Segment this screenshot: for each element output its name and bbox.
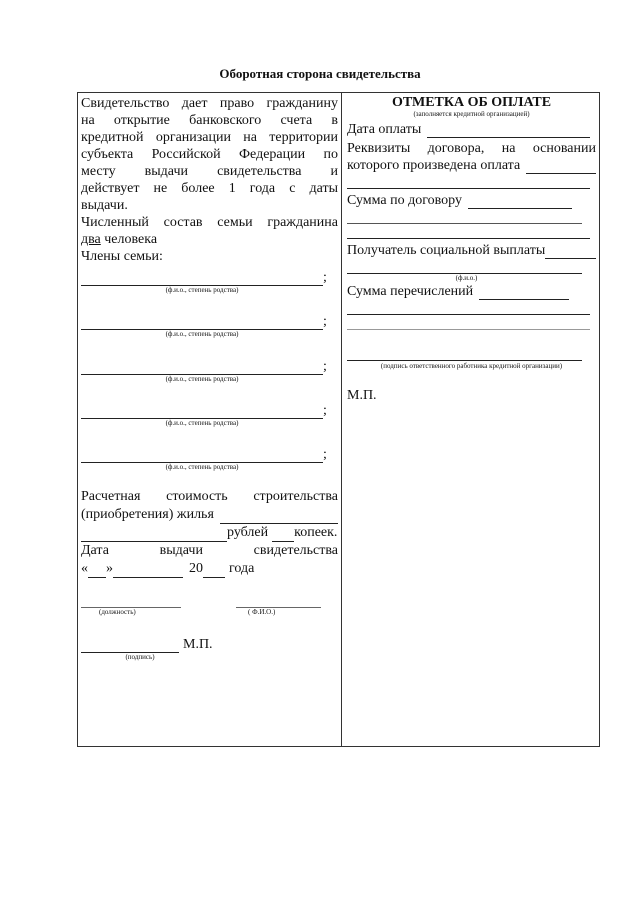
- member-suffix: ;: [323, 403, 327, 418]
- member-caption: (ф.и.о., степень родства): [165, 286, 239, 294]
- kop-field: [272, 528, 294, 542]
- contract-label-2: которого произведена оплата: [347, 158, 521, 173]
- member-entry-5: [81, 447, 338, 472]
- transfer-sum-label: Сумма перечислений: [347, 284, 474, 299]
- payment-subheading: (заполняется кредитной организацией): [413, 110, 530, 118]
- recipient-label: Получатель социальной выплаты: [347, 243, 546, 258]
- stamp-place-right: М.П.: [347, 388, 377, 403]
- contract-sum-field: [468, 195, 572, 209]
- date-year-suffix: года: [229, 561, 255, 576]
- member-entry-2: [81, 314, 338, 339]
- fio-line: [236, 597, 321, 608]
- contract-label: Реквизиты договора, на основании: [347, 141, 596, 156]
- payment-date-field: [427, 124, 590, 138]
- position-block: [81, 597, 181, 617]
- date-year-field: [203, 564, 225, 578]
- member-suffix: ;: [323, 447, 327, 462]
- payment-date-label: Дата оплаты: [347, 122, 422, 137]
- members-label: Члены семьи:: [81, 249, 163, 264]
- paragraph-line: кредитной организации на территории: [81, 130, 338, 145]
- recipient-row: [347, 242, 596, 259]
- left-column: [81, 92, 338, 265]
- issue-date-label: Дата выдачи свидетельства: [81, 543, 338, 558]
- member-caption: (ф.и.о., степень родства): [165, 375, 239, 383]
- contract-field-2: [347, 174, 590, 189]
- payment-heading: ОТМЕТКА ОБ ОПЛАТЕ: [391, 95, 552, 110]
- contract-sum-field-2: [347, 209, 582, 224]
- member-line: [81, 404, 323, 419]
- rub-label: рублей: [227, 525, 269, 540]
- member-suffix: ;: [323, 314, 327, 329]
- paragraph-line: Свидетельство дает право гражданину: [81, 96, 338, 111]
- rights-paragraph: [81, 95, 338, 214]
- signature-caption: (подпись): [125, 653, 155, 661]
- transfer-sum-field-2: [347, 300, 590, 315]
- position-line: [81, 597, 181, 608]
- date-month-field: [113, 564, 183, 578]
- member-line: [81, 315, 323, 330]
- family-count: два: [81, 232, 101, 247]
- position-caption: (должность): [99, 608, 136, 616]
- member-caption: (ф.и.о., степень родства): [165, 463, 239, 471]
- recipient-name-field: [347, 259, 582, 274]
- date-quote-close: »: [106, 561, 113, 576]
- family-count-suffix: человека: [104, 232, 158, 247]
- paragraph-line: месту выдачи свидетельства и: [81, 164, 338, 179]
- family-size-value: [81, 231, 338, 248]
- family-size-label: Численный состав семьи гражданина: [81, 215, 338, 230]
- contract-field: [526, 160, 596, 174]
- member-entry-3: [81, 359, 338, 384]
- signature-block: [81, 637, 281, 662]
- member-line: [81, 448, 323, 463]
- member-entry-4: [81, 403, 338, 428]
- transfer-sum-field: [479, 286, 569, 300]
- kop-label: копеек.: [294, 525, 338, 540]
- member-suffix: ;: [323, 270, 327, 285]
- contract-sum-row: [347, 192, 596, 209]
- cost-block: [81, 488, 338, 578]
- fio-caption: ( Ф.И.О.): [248, 608, 276, 616]
- right-column: [347, 92, 596, 404]
- member-line: [81, 271, 323, 286]
- member-caption: (ф.и.о., степень родства): [165, 330, 239, 338]
- page-title: Оборотная сторона свидетельства: [219, 66, 421, 81]
- cost-label: Расчетная стоимость строительства: [81, 489, 338, 504]
- member-caption: (ф.и.о., степень родства): [165, 419, 239, 427]
- member-suffix: ;: [323, 359, 327, 374]
- signature-line-right: [347, 330, 582, 361]
- payment-date-row: [347, 121, 596, 138]
- contract-sum-field-3: [347, 224, 590, 239]
- transfer-sum-row: [347, 283, 596, 300]
- fio-block: [236, 597, 321, 617]
- paragraph-line: действует не более 1 года с даты: [81, 181, 338, 196]
- rub-field: [81, 528, 227, 542]
- transfer-sum-field-3: [347, 315, 590, 330]
- column-divider: [341, 92, 342, 747]
- date-year-prefix: 20: [189, 561, 203, 576]
- signature-caption-right: (подпись ответственного работника кредитной организации): [380, 362, 563, 370]
- cost-label-2: (приобретения) жилья: [81, 507, 214, 522]
- contract-sum-label: Сумма по договору: [347, 193, 462, 208]
- member-entry-1: [81, 270, 338, 295]
- paragraph-line: выдачи.: [81, 198, 128, 213]
- recipient-field: [545, 245, 596, 259]
- date-day-field: [88, 564, 106, 578]
- date-quote-open: «: [81, 561, 88, 576]
- recipient-caption: (ф.и.о.): [455, 274, 478, 282]
- member-line: [81, 360, 323, 375]
- contract-row: [347, 157, 596, 174]
- signature-line: [81, 638, 179, 653]
- paragraph-line: субъекта Российской Федерации по: [81, 147, 338, 162]
- cost-field: [220, 510, 338, 524]
- paragraph-line: на открытие банковского счета в: [81, 113, 338, 128]
- stamp-place: М.П.: [183, 637, 213, 652]
